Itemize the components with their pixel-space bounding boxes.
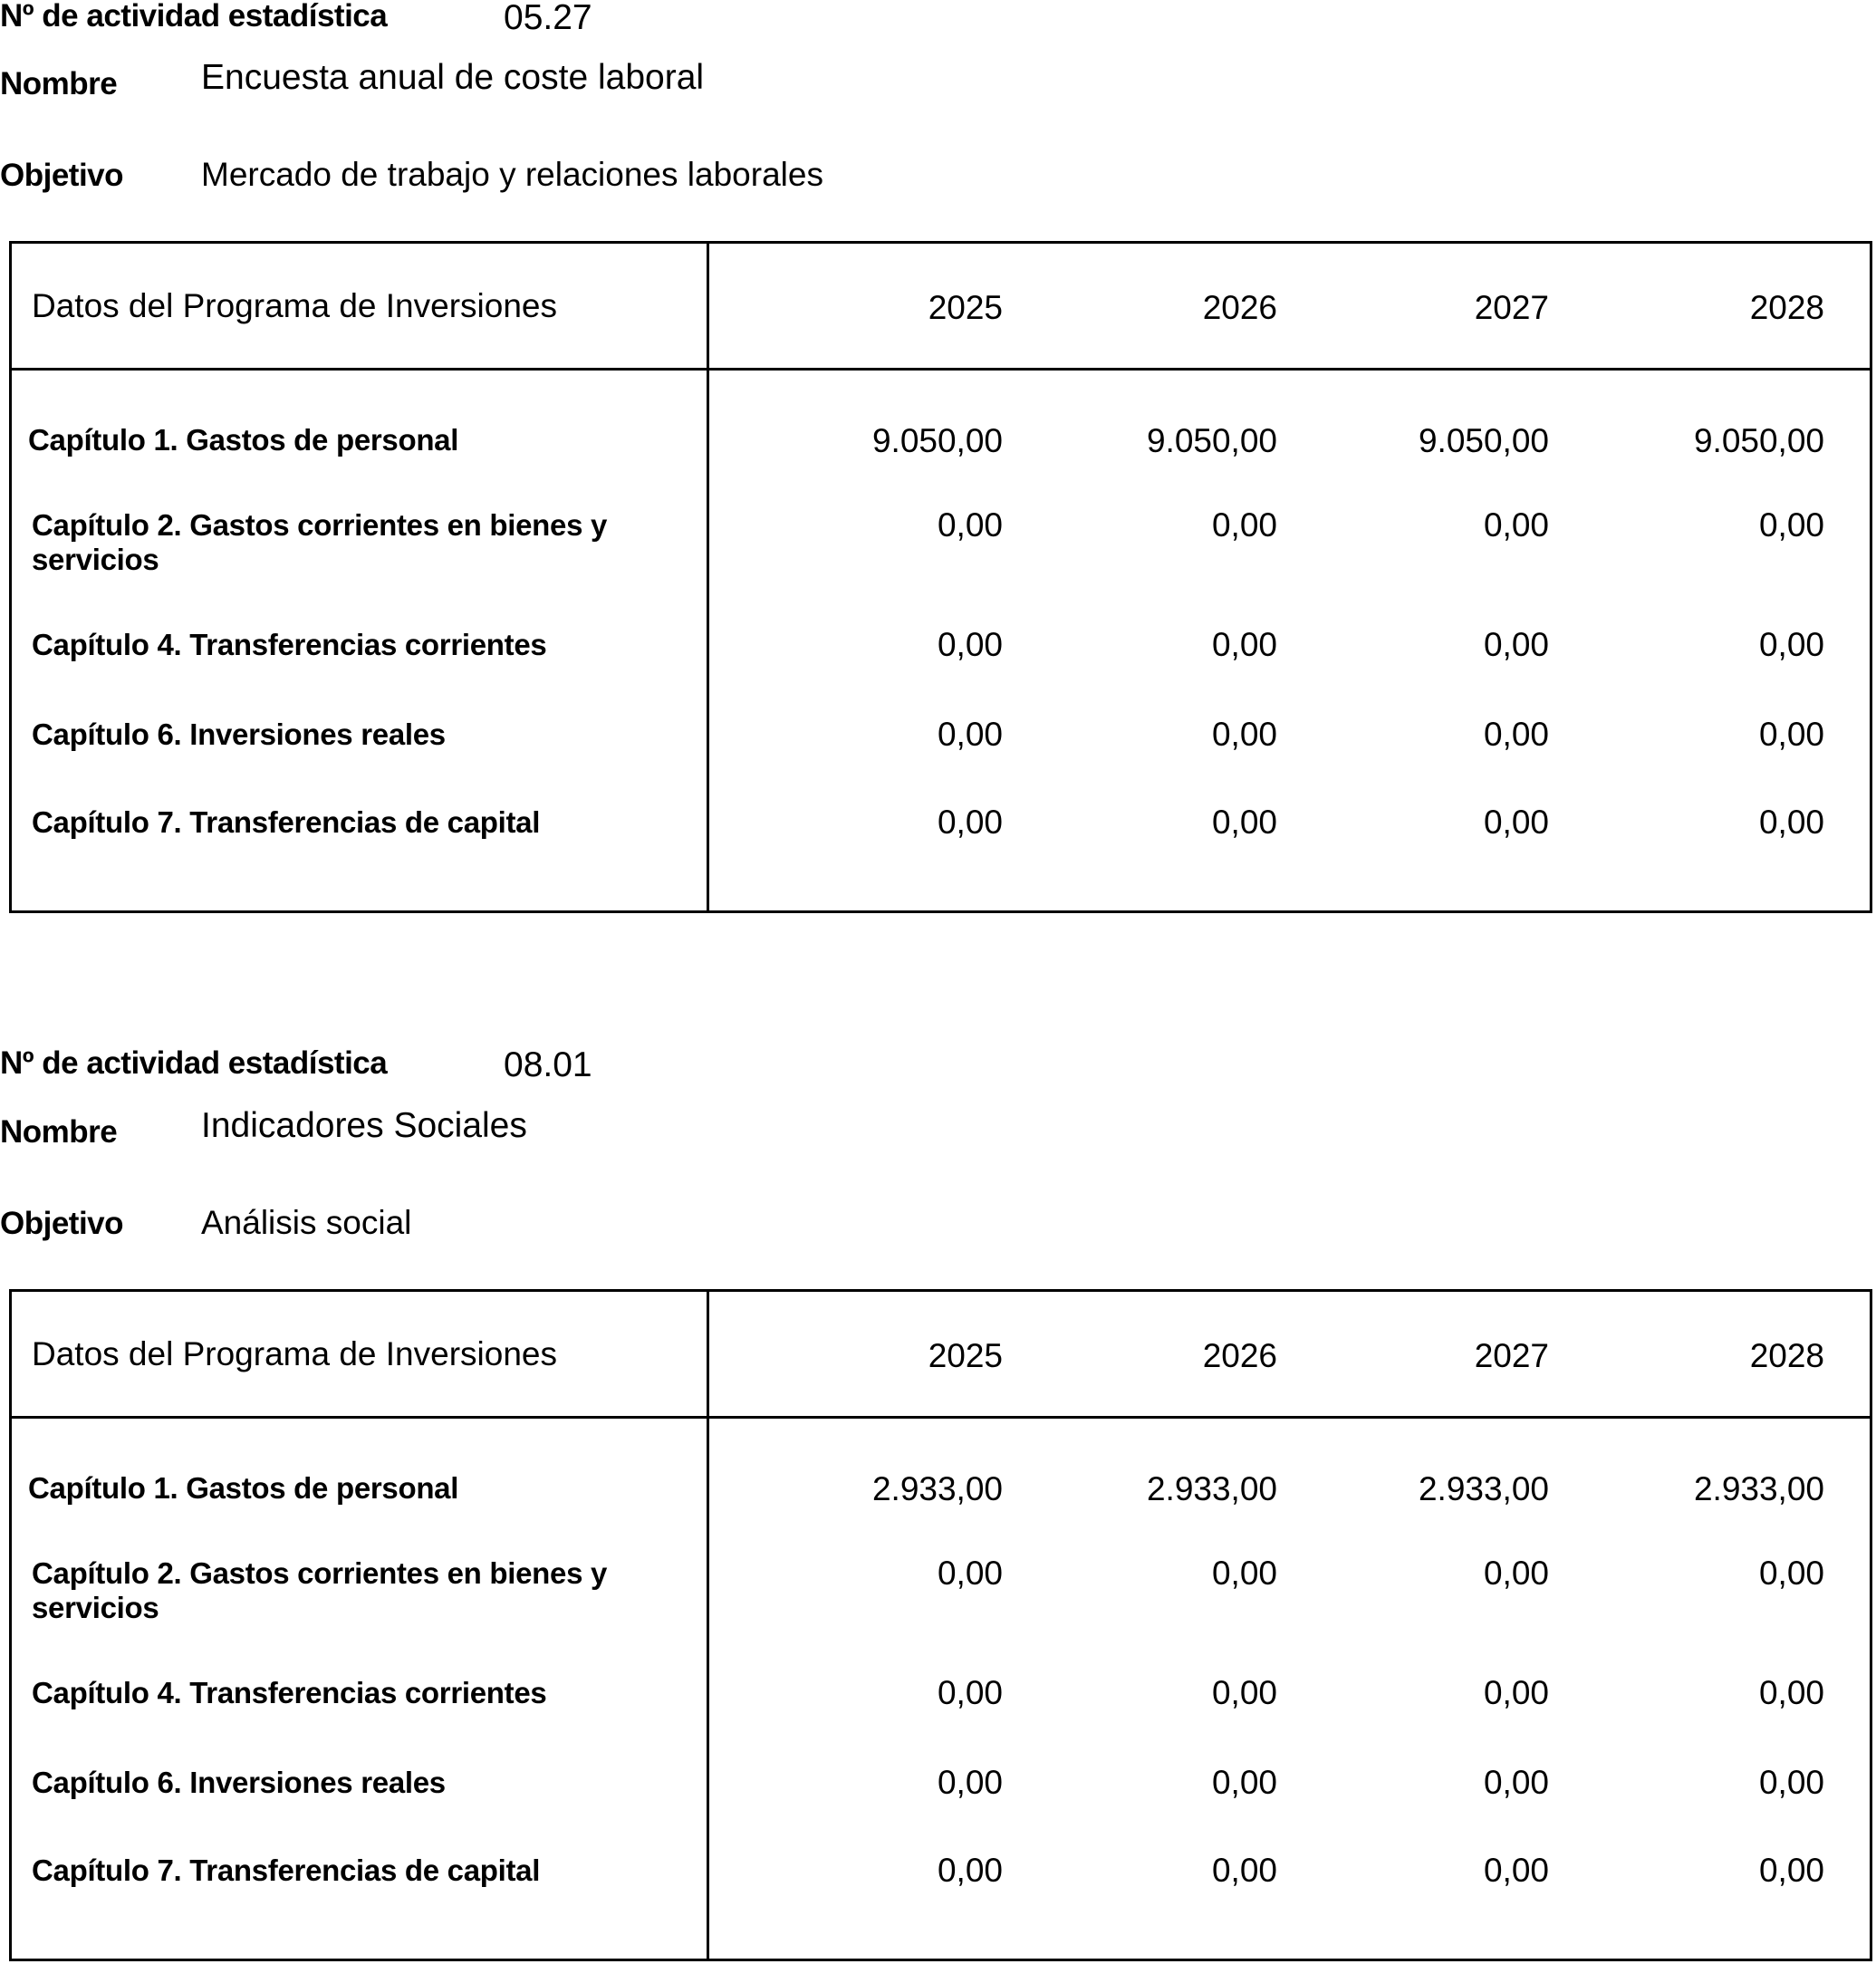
row-value: 9.050,00 [871,422,1003,459]
row-value: 0,00 [1483,1674,1549,1711]
row-value: 2.933,00 [1146,1470,1277,1507]
activity-no-label: Nº de actividad estadística [0,0,388,34]
row-value: 0,00 [1758,506,1824,544]
row-value: 0,00 [1758,1674,1824,1711]
row-value: 0,00 [1483,626,1549,663]
year-header: 2026 [1202,289,1277,326]
row-value: 0,00 [1758,626,1824,663]
objective-label: Objetivo [0,1206,124,1241]
row-value: 0,00 [937,626,1003,663]
year-header: 2027 [1474,1337,1549,1374]
row-label: Capítulo 2. Gastos corrientes en bienes y servicios [32,508,608,576]
year-header: 2025 [928,1337,1003,1374]
row-value: 0,00 [1758,1764,1824,1801]
row-label: Capítulo 7. Transferencias de capital [32,1853,541,1887]
row-label: Capítulo 7. Transferencias de capital [32,805,541,839]
row-label: Capítulo 2. Gastos corrientes en bienes y servicios [32,1556,608,1624]
row-value: 0,00 [1483,506,1549,544]
name-value: Encuesta anual de coste laboral [201,58,705,97]
investment-table [9,241,1872,913]
header-divider [12,1416,1870,1419]
row-value: 0,00 [1758,716,1824,753]
row-value: 9.050,00 [1693,422,1824,459]
row-value: 2.933,00 [1418,1470,1549,1507]
year-header: 2027 [1474,289,1549,326]
row-value: 0,00 [1211,804,1277,841]
header-divider [12,368,1870,371]
year-header: 2026 [1202,1337,1277,1374]
row-label: Capítulo 6. Inversiones reales [32,717,446,751]
row-value: 0,00 [937,1764,1003,1801]
column-divider [707,244,709,910]
row-value: 0,00 [1211,716,1277,753]
investment-table [9,1289,1872,1961]
row-value: 0,00 [1211,1555,1277,1592]
row-value: 0,00 [1483,804,1549,841]
row-label: Capítulo 4. Transferencias corrientes [32,1676,547,1709]
row-value: 0,00 [1211,1852,1277,1889]
row-value: 0,00 [937,1555,1003,1592]
objective-value: Mercado de trabajo y relaciones laborales [201,156,823,193]
year-header: 2028 [1749,289,1824,326]
objective-value: Análisis social [201,1204,412,1241]
row-label: Capítulo 4. Transferencias corrientes [32,628,547,661]
row-value: 0,00 [1211,1764,1277,1801]
row-value: 0,00 [1483,1555,1549,1592]
objective-label: Objetivo [0,158,124,193]
row-value: 0,00 [1211,1674,1277,1711]
row-value: 2.933,00 [1693,1470,1824,1507]
table-header: Datos del Programa de Inversiones [32,1335,557,1372]
name-label: Nombre [0,1114,118,1150]
row-value: 0,00 [1758,1852,1824,1889]
activity-no-value: 08.01 [504,1045,592,1084]
row-value: 0,00 [937,1674,1003,1711]
row-value: 0,00 [937,1852,1003,1889]
row-value: 0,00 [1483,1764,1549,1801]
row-value: 0,00 [937,804,1003,841]
row-value: 0,00 [1211,506,1277,544]
row-label: Capítulo 1. Gastos de personal [28,423,459,457]
row-value: 0,00 [937,716,1003,753]
activity-no-label: Nº de actividad estadística [0,1045,388,1081]
row-value: 9.050,00 [1146,422,1277,459]
row-label: Capítulo 6. Inversiones reales [32,1766,446,1799]
row-value: 9.050,00 [1418,422,1549,459]
year-header: 2028 [1749,1337,1824,1374]
table-header: Datos del Programa de Inversiones [32,287,557,324]
column-divider [707,1292,709,1959]
row-value: 0,00 [1483,1852,1549,1889]
row-value: 0,00 [937,506,1003,544]
row-value: 0,00 [1758,804,1824,841]
name-value: Indicadores Sociales [201,1106,527,1145]
year-header: 2025 [928,289,1003,326]
row-value: 0,00 [1758,1555,1824,1592]
activity-no-value: 05.27 [504,0,592,37]
row-value: 0,00 [1483,716,1549,753]
name-label: Nombre [0,66,118,101]
row-value: 0,00 [1211,626,1277,663]
row-label: Capítulo 1. Gastos de personal [28,1471,459,1505]
row-value: 2.933,00 [871,1470,1003,1507]
